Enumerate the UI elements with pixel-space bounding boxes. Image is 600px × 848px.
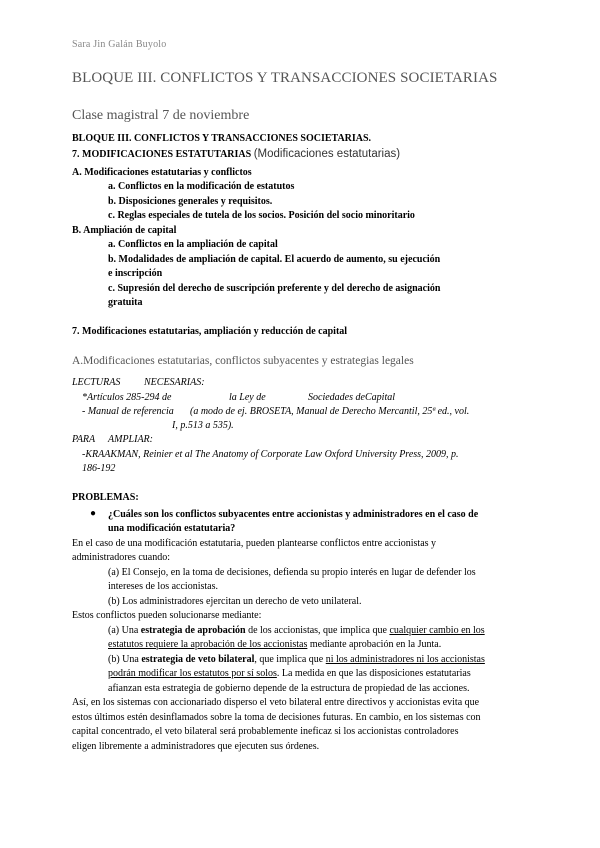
reading-3-part: 186-192: [82, 463, 116, 474]
text-run: (a) Una: [108, 625, 141, 636]
text-run: mediante aprobación en la Junta.: [307, 639, 442, 650]
author-name: Sara Jin Galán Buyolo: [72, 39, 167, 50]
solution-a: [108, 624, 485, 637]
text-run-underline: ni los administradores ni los accionistas: [325, 654, 485, 665]
outline-b-item: c. Supresión del derecho de suscripción preferente y del derecho de asignación: [108, 283, 441, 294]
question-1-cont: una modificación estatutaria?: [108, 523, 236, 534]
label-para: PARA: [72, 434, 96, 445]
text-run-bold: estrategia de veto bilateral: [141, 654, 255, 665]
reading-2-part: I, p.513 a 535).: [172, 420, 234, 431]
document-title: BLOQUE III. CONFLICTOS Y TRANSACCIONES SOCIETARIAS: [72, 70, 498, 86]
text-run: , que implica que: [254, 654, 326, 665]
class-subtitle: Clase magistral 7 de noviembre: [72, 108, 250, 123]
chapter-full-title: 7. Modificaciones estatutarias, ampliación y reducción de capital: [72, 326, 348, 337]
paragraph-line: administradores cuando:: [72, 552, 171, 563]
solution-b: [108, 653, 485, 666]
outline-b-item-cont: gratuita: [108, 297, 143, 308]
reading-2-part: (a modo de ej. BROSETA, Manual de Derecho Mercantil, 25ª ed., vol.: [190, 406, 470, 417]
outline-a-item: a. Conflictos en la modificación de estatutos: [108, 181, 295, 192]
outline-a-item: b. Disposiciones generales y requisitos.: [108, 196, 273, 207]
text-run: (b) Una: [108, 654, 142, 665]
paragraph-line: Así, en los sistemas con accionariado disperso el veto bilateral entre directivos y accionistas evita que: [72, 697, 480, 708]
chapter-label: 7. MODIFICACIONES ESTATUTARIAS: [72, 149, 252, 160]
text-run-underline: cualquier cambio en los: [389, 625, 485, 636]
issue-b: (b) Los administradores ejercitan un derecho de veto unilateral.: [108, 596, 362, 607]
chapter-note: (Modificaciones estatutarias): [253, 148, 401, 160]
text-run-underline: podrán modificar los estatutos por sí solos: [108, 668, 277, 679]
outline-b-item: a. Conflictos en la ampliación de capital: [108, 239, 278, 250]
outline-b-item-cont: e inscripción: [108, 268, 163, 279]
text-run: . La medida en que las disposiciones estatutarias: [276, 668, 471, 679]
paragraph-line: capital concentrado, el veto bilateral será probablemente ineficaz si los accionistas controladores: [72, 726, 459, 737]
label-lecturas: LECTURAS: [72, 377, 121, 388]
issue-a-cont: intereses de los accionistas.: [108, 581, 218, 592]
problems-heading: PROBLEMAS:: [72, 492, 139, 503]
outline-section-a: A. Modificaciones estatutarias y conflictos: [72, 167, 252, 178]
solution-b-cont: [108, 667, 471, 680]
label-necesarias: NECESARIAS:: [144, 377, 205, 388]
reading-1-part: Capital: [365, 392, 396, 403]
reading-1-part: *Artículos 285-294 de: [82, 392, 172, 403]
outline-section-b: B. Ampliación de capital: [72, 225, 177, 236]
text-run: de los accionistas, que implica que: [245, 625, 390, 636]
paragraph-line: En el caso de una modificación estatutaria, pueden plantearse conflictos entre accionistas y: [72, 538, 437, 549]
text-run-underline: estatutos requiere la aprobación de los accionistas: [108, 639, 308, 650]
chapter-heading: [72, 148, 400, 161]
reading-1-part: Sociedades de: [308, 392, 365, 403]
section-a-heading: A.Modificaciones estatutarias, conflictos subyacentes y estrategias legales: [72, 355, 414, 367]
reading-1-part: la Ley de: [229, 392, 266, 403]
label-ampliar: AMPLIAR:: [108, 434, 153, 445]
block-title: BLOQUE III. CONFLICTOS Y TRANSACCIONES SOCIETARIAS.: [72, 133, 372, 144]
issue-a: (a) El Consejo, en la toma de decisiones, defienda su propio interés en lugar de defender los: [108, 567, 476, 578]
reading-3-part: -KRAAKMAN, Reinier et al The Anatomy of Corporate Law Oxford University Press, 2009, p.: [82, 449, 459, 460]
question-1: ¿Cuáles son los conflictos subyacentes entre accionistas y administradores en el caso de: [108, 509, 479, 520]
paragraph-line: eligen libremente a administradores que ejecuten sus órdenes.: [72, 741, 320, 752]
bullet-icon: ●: [90, 508, 97, 519]
outline-a-item: c. Reglas especiales de tutela de los socios. Posición del socio minoritario: [108, 210, 415, 221]
outline-b-item: b. Modalidades de ampliación de capital. El acuerdo de aumento, su ejecución: [108, 254, 441, 265]
reading-2-part: - Manual de referencia: [82, 406, 174, 417]
solution-b-cont: afianzan esta estrategia de gobierno depende de la estructura de propiedad de las acciones.: [108, 683, 470, 694]
paragraph-line: estos últimos estén desinflamados sobre la toma de decisiones futuras. En cambio, en los sistemas con: [72, 712, 481, 723]
solution-a-cont: [108, 638, 441, 651]
text-run-bold: estrategia de aprobación: [140, 625, 246, 636]
paragraph-line: Estos conflictos pueden solucionarse mediante:: [72, 610, 262, 621]
